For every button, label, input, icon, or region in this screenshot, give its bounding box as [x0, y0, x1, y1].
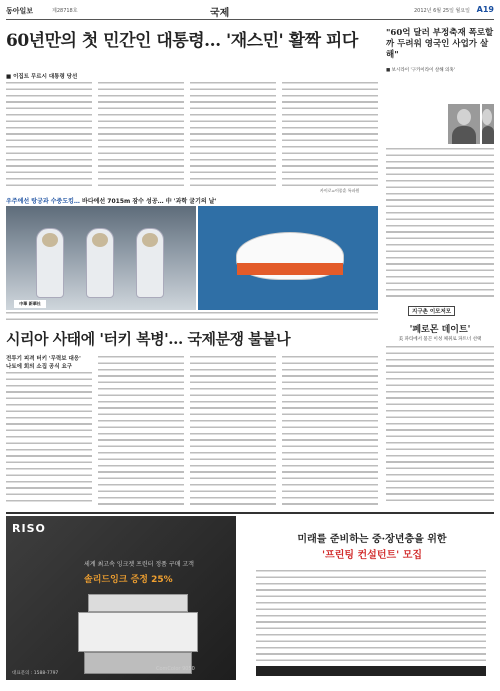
printer-image: [78, 594, 198, 674]
lead-body-col-1: [6, 82, 92, 186]
ad-footer-bar: [256, 666, 486, 676]
page-number: A19: [476, 5, 494, 14]
sidebar-story[interactable]: [386, 28, 494, 102]
photo-credit: 中華 新華社: [14, 300, 46, 308]
lead-body-col-2: [98, 82, 184, 186]
column-box-subtitle: 美 파티에서 불끈 이성 체취로 파트너 선택: [398, 337, 482, 342]
astronaut-figure: [136, 228, 164, 298]
ad-promo-text: 세계 최고속 잉크젯 프린터 정품 구매 고객: [84, 561, 194, 568]
syria-subhead-a: 전투기 피격 터키 '무력보 대응': [6, 356, 81, 362]
issue-date: 2012년 6월 25일 월요일: [413, 8, 470, 14]
ad-headline-2: [262, 546, 482, 561]
sidebar-headline: "60억 달러 부정축재 폭로할까 두려워 영국인 사업가 살해": [386, 28, 494, 60]
column-box-header: [386, 306, 494, 316]
astronaut-figure: [36, 228, 64, 298]
sidebar-body: [386, 148, 494, 298]
lead-headline[interactable]: 60년만의 첫 민간인 대통령… '재스민' 활짝 피다: [6, 31, 358, 51]
ad-headline-1: 미래를 준비하는 중·장년층을 위한: [297, 534, 447, 545]
lead-subhead: ■ 이집트 무르시 대통령 당선: [6, 74, 78, 80]
photo-headline-suffix: 바다에선 7015m 잠수 성공… 中 '과학 굴기의 날': [79, 198, 217, 205]
section-title: 국제: [210, 8, 230, 19]
lead-byline: 카이로=이종훈 특파원: [320, 188, 360, 193]
advertisement[interactable]: [6, 512, 494, 680]
paper-name: 동아일보: [6, 7, 34, 15]
riso-logo: RISO: [12, 522, 46, 535]
syria-body-col-1: [6, 372, 92, 506]
portrait-photo-1: [448, 104, 480, 144]
lead-body-col-4: [282, 82, 378, 186]
ad-phone: 대표문의 : 1588-7797: [12, 671, 59, 676]
photo-area: [6, 206, 378, 310]
syria-body-col-4: [282, 356, 378, 506]
portrait-photo-2: [482, 104, 494, 144]
sidebar-subhead: ■ 보시라이 '구카이라이 살해 의혹': [386, 68, 455, 73]
astronauts-photo: [6, 206, 196, 310]
ad-promo-offer: 솔리드잉크 증정 25%: [84, 575, 173, 585]
masthead: [6, 4, 494, 20]
issue-number: 제28718호: [52, 8, 78, 14]
astronaut-figure: [86, 228, 114, 298]
submersible-photo: [198, 206, 378, 310]
syria-body-col-2: [98, 356, 184, 506]
lead-body-col-3: [190, 82, 276, 186]
ad-body-text: [256, 570, 486, 666]
ad-product-panel: [6, 516, 236, 680]
syria-headline[interactable]: 시리아 사태에 '터키 복병'… 국제분쟁 불붙나: [6, 330, 291, 348]
syria-subhead-b: 나토에 회의 소집 공식 요구: [6, 364, 73, 370]
column-box-body: [386, 346, 494, 506]
photo-headline-prefix: 우주에선 랑궁과 수중도킹…: [6, 198, 80, 205]
syria-body-col-3: [190, 356, 276, 506]
ad-headline-2-text: '프린팅 컨설턴트' 모집: [321, 550, 423, 561]
column-box-tag: 지구촌 이모저모: [408, 306, 455, 316]
photo-caption: [6, 312, 378, 324]
ad-model-name: ComColor 9050: [156, 666, 195, 672]
submersible-shape: [236, 232, 344, 280]
photo-headline[interactable]: [6, 196, 378, 205]
ad-recruit-panel: [238, 516, 494, 680]
sidebar-portraits: [386, 104, 494, 144]
column-box-title[interactable]: '페로몬 데이트': [409, 325, 471, 335]
